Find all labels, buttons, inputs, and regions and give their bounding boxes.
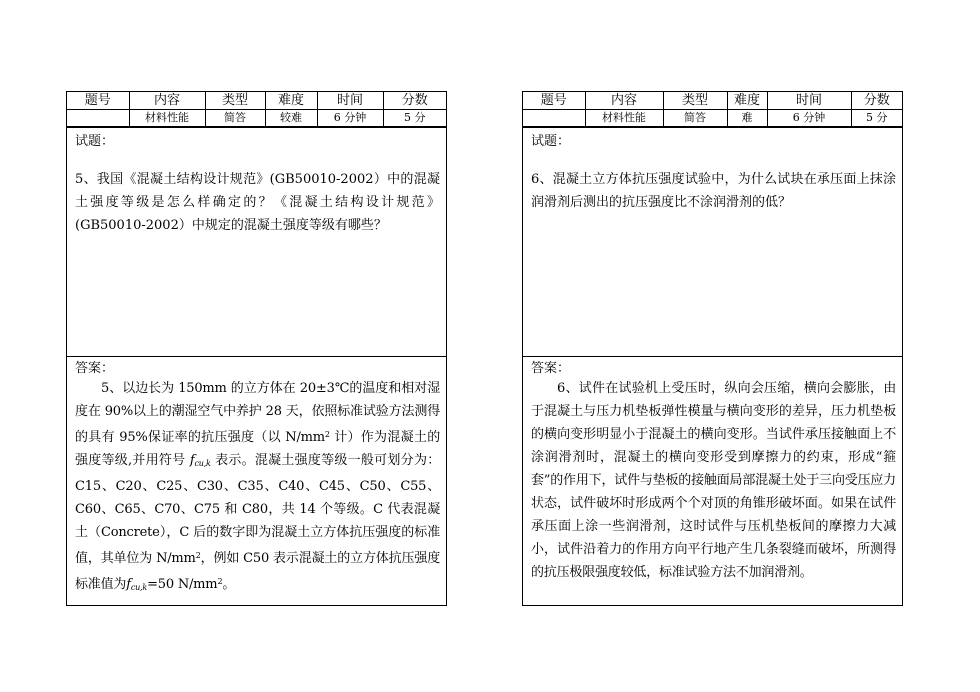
question-label: 试题：	[75, 134, 115, 149]
value-number	[67, 110, 129, 127]
header-time: 时间	[767, 92, 851, 110]
header-content: 内容	[585, 92, 663, 110]
card-header-table	[523, 92, 902, 127]
header-difficulty: 难度	[727, 92, 767, 110]
header-content: 内容	[129, 92, 205, 110]
value-time: 6 分钟	[317, 110, 383, 127]
question-card-5	[66, 91, 447, 606]
value-type: 简答	[205, 110, 265, 127]
header-time: 时间	[317, 92, 383, 110]
answer-text: 6、试件在试验机上受压时，纵向会压缩，横向会膨胀，由于混凝土与压力机垫板弹性模量与横向变形的差异，压力机垫板的横向变形明显小于混凝土的横向变形。当试件承压接触面上不涂润滑剂时，混凝土的横向变形受到摩擦力的约束，形成“箍套”的作用下，试件与垫板的接触面局部混凝土处于三向受压应力状态，试件破坏时形成两个个对顶的角锥形破坏面。如果在试件承压面上涂一些润滑剂，这时试件与压机垫板间的摩擦力大减小，试件沿着力的作用方向平行地产生几条裂缝而破坏，所测得的抗压极限强度较低，标准试验方法不加润滑剂。	[531, 381, 896, 580]
header-row	[67, 92, 446, 110]
answer-text	[75, 377, 440, 599]
header-row	[523, 92, 902, 110]
answer-part-5: =50 N/mm	[147, 577, 218, 592]
header-score: 分数	[851, 92, 902, 110]
header-type: 类型	[663, 92, 727, 110]
header-number: 题号	[523, 92, 585, 110]
card-header-table	[67, 92, 446, 127]
value-type: 简答	[663, 110, 727, 127]
question-section	[67, 127, 446, 356]
value-difficulty: 难	[727, 110, 767, 127]
value-difficulty: 较难	[265, 110, 317, 127]
strength-symbol: f	[189, 453, 195, 468]
answer-label: 答案：	[531, 361, 571, 376]
answer-part-1: 5、以边长为 150mm 的立方体在 20±3℃的温度和相对湿度在 90%以上的潮湿空气中养护 28 天，依照标准试验方法测得的具有 95%保证率的抗压强度（以 N/mm	[75, 381, 440, 445]
value-score: 5 分	[383, 110, 446, 127]
value-row	[523, 110, 902, 127]
question-card-6	[522, 91, 903, 606]
header-number: 题号	[67, 92, 129, 110]
value-row	[67, 110, 446, 127]
header-type: 类型	[205, 92, 265, 110]
answer-label: 答案：	[75, 361, 115, 376]
answer-section	[67, 356, 446, 599]
question-text: 6、混凝土立方体抗压强度试验中，为什么试块在承压面上抹涂润滑剂后测出的抗压强度比不涂润滑剂的低？	[531, 172, 896, 210]
answer-part-4: ，例如 C50 表示混凝土的立方体抗压强度标准值为	[75, 551, 440, 592]
question-text: 5、我国《混凝土结构设计规范》(GB50010-2002）中的混凝土强度等级是怎么样确定的？《混凝土结构设计规范》(GB50010-2002）中规定的混凝土强度等级有哪些？	[75, 172, 440, 233]
strength-symbol-2: f	[126, 577, 131, 592]
answer-superscript-2: 2	[195, 551, 201, 560]
value-number	[523, 110, 585, 127]
answer-part-2: 计）作为混凝土的强度等级,并用符号	[75, 430, 440, 468]
question-section	[523, 127, 902, 356]
answer-part-3: 表示。混凝土强度等级一般可划分为：C15、C20、C25、C30、C35、C40、C45、C50、C55、C60、C65、C70、C75 和 C80，共 14 个等级。C 代表混凝土（Concrete），C 后的数字即为混凝土立方体抗压强度的标准值，其单位为 N/mm	[75, 453, 440, 566]
strength-symbol-subscript: cu,k	[194, 459, 211, 468]
value-time: 6 分钟	[767, 110, 851, 127]
strength-symbol-subscript-2: cu,k	[130, 583, 148, 592]
value-content: 材料性能	[129, 110, 205, 127]
answer-superscript-3: 2	[217, 577, 223, 586]
header-difficulty: 难度	[265, 92, 317, 110]
answer-section	[523, 356, 902, 584]
value-content: 材料性能	[585, 110, 663, 127]
value-score: 5 分	[851, 110, 902, 127]
question-label: 试题：	[531, 134, 571, 149]
header-score: 分数	[383, 92, 446, 110]
answer-superscript-1: 2	[324, 430, 330, 439]
answer-part-6: 。	[222, 577, 236, 592]
